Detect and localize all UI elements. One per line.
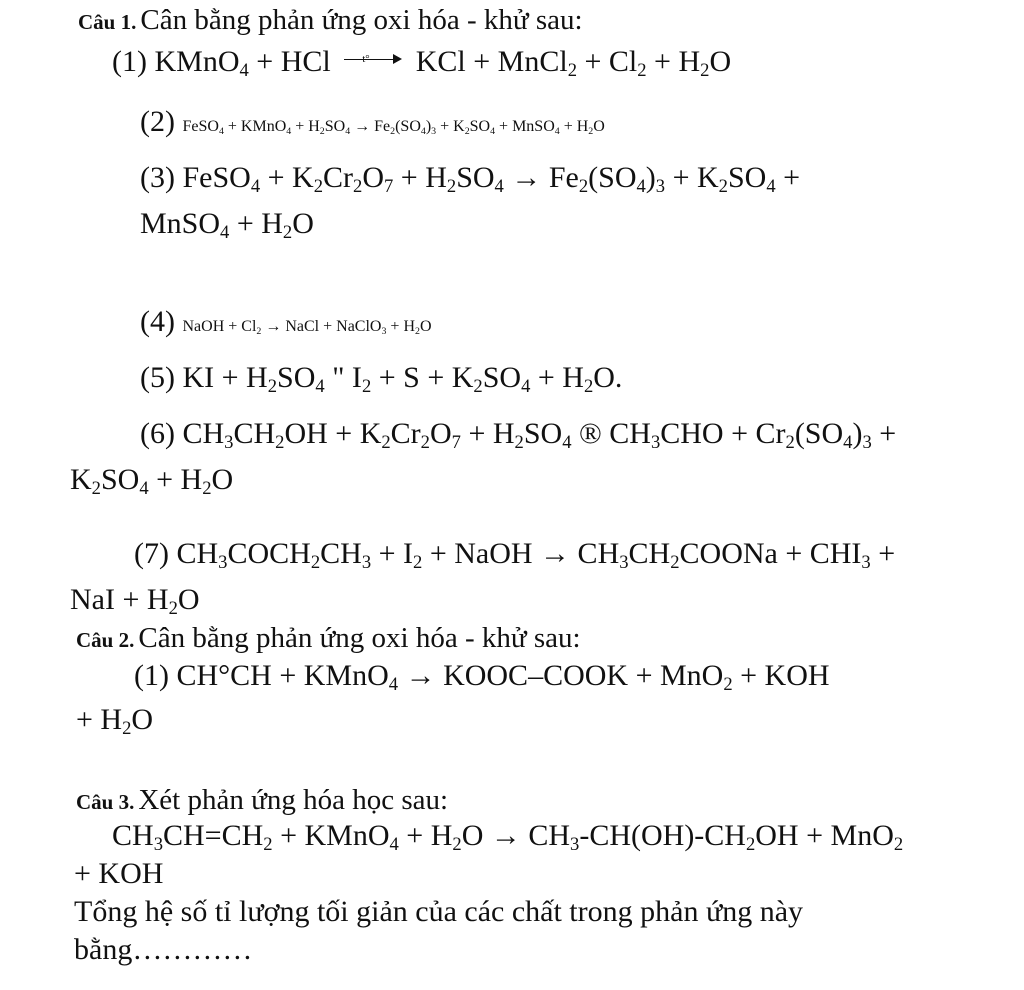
q1-reaction-5 (140, 360, 622, 396)
q2-reaction-1-line2 (76, 702, 153, 738)
reaction-equation: $CH_3COCH_2CH_3 + I_2$ + NaOH → $CH_3CH_2COONa + CHI_3$ + (176, 537, 896, 574)
q3-equation-line1 (112, 818, 903, 854)
reaction-number: (6) (140, 417, 175, 450)
q2-heading (76, 620, 581, 658)
reaction-equation: CH°CH + KMnO$_4$ → KOOC–COOK + MnO$_2$ + KOH (176, 659, 830, 696)
q1-reaction-6-line2 (70, 462, 233, 498)
reaction-equation: FeSO$_4$ + KMnO$_4$ + $H_2SO_4 \to Fe_2(SO_4)_3 + K_2SO_4$ + MnSO$_4$ + $H_2O$ (182, 118, 605, 137)
q1-reaction-7-line1 (134, 536, 895, 572)
q1-reaction-7-line2 (70, 582, 200, 618)
q3-question-blank: bằng………… (74, 933, 253, 966)
reaction-number: (4) (140, 305, 175, 338)
reaction-number: (5) (140, 361, 175, 394)
reaction-number: (2) (140, 105, 175, 138)
reaction-equation: + $H_2O$ (76, 703, 154, 740)
q2-label: Câu 2. (76, 628, 135, 652)
reaction-equation: $CH_3CH=CH_2$ + KMnO$_4$ + $H_2O \to CH_3-CH(OH)-CH_2OH + MnO_2$ (112, 819, 904, 856)
reaction-rhs: KCl + MnCl$_2$ + $Cl_2 + H_2O$ (415, 45, 732, 82)
reaction-equation: MnSO$_4$ + $H_2O$ (140, 207, 314, 244)
q1-reaction-6-line1 (140, 416, 896, 452)
q3-question-line2 (74, 932, 252, 968)
heat-condition: t° (362, 53, 370, 65)
q1-reaction-3-line2 (140, 206, 314, 242)
reaction-equation: FeSO$_4$ + $K_2Cr_2O_7 + H_2SO_4 \to Fe_2(SO_4)_3 + K_2SO_4$ + (182, 161, 801, 198)
q3-question: Tổng hệ số tỉ lượng tối giản của các chất trong phản ứng này (74, 895, 804, 928)
q1-reaction-2 (140, 104, 605, 140)
reaction-lhs: KMnO$_4$ + HCl (154, 45, 331, 82)
heat-arrow-icon (344, 48, 402, 68)
q1-title: Cân bằng phản ứng oxi hóa - khử sau: (140, 4, 583, 36)
q1-heading (78, 2, 583, 40)
q3-equation-line2 (74, 856, 163, 892)
q1-label: Câu 1. (78, 10, 137, 34)
reaction-number: (1) (134, 659, 169, 692)
reaction-number: (7) (134, 537, 169, 570)
reaction-equation: NaOH + $Cl_2$ → NaCl + NaClO$_3$ + $H_2O$ (182, 318, 432, 337)
q1-reaction-1 (112, 44, 731, 80)
q3-question-line1 (74, 894, 803, 930)
reaction-equation: $CH_3CH_2OH + K_2Cr_2O_7 + H_2SO_4$ ® $CH_3CHO + Cr_2(SO_4)_3$ + (182, 417, 897, 454)
q2-reaction-1-line1 (134, 658, 830, 694)
reaction-equation: + KOH (74, 857, 164, 890)
reaction-number: (1) (112, 45, 147, 78)
q3-heading (76, 782, 448, 820)
reaction-equation: $K_2SO_4 + H_2O$ (70, 463, 234, 500)
q3-label: Câu 3. (76, 790, 135, 814)
q2-title: Cân bằng phản ứng oxi hóa - khử sau: (138, 622, 581, 654)
q1-reaction-4 (140, 304, 432, 340)
reaction-equation: NaI + $H_2O$ (70, 583, 200, 620)
reaction-equation: KI + $H_2SO_4$ " $I_2 + S + K_2SO_4 + H_2O$. (182, 361, 623, 398)
q3-title: Xét phản ứng hóa học sau: (138, 784, 449, 816)
reaction-number: (3) (140, 161, 175, 194)
q1-reaction-3-line1 (140, 160, 800, 196)
